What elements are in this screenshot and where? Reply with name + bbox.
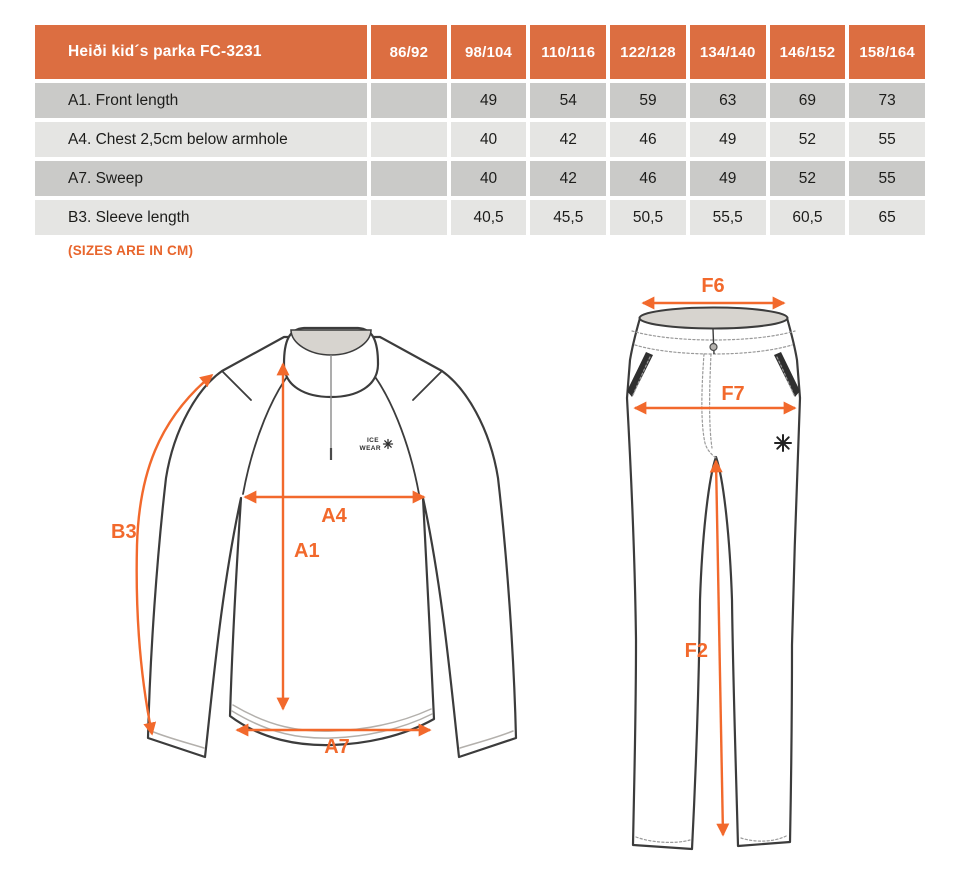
a1-label: A1 [294,540,320,562]
size-header-146-152: 146/152 [770,25,846,79]
table-cell: 52 [770,122,846,157]
table-cell: 63 [690,83,766,118]
row-label: A4. Chest 2,5cm below armhole [35,122,367,157]
svg-text:WEAR: WEAR [359,445,381,452]
table-cell: 55 [849,122,925,157]
table-cell: 40 [451,122,527,157]
f7-label: F7 [721,383,745,405]
table-cell: 73 [849,83,925,118]
sweater-drawing [111,328,516,758]
size-header-110-116: 110/116 [530,25,606,79]
table-cell: 50,5 [610,200,686,235]
size-header-98-104: 98/104 [451,25,527,79]
f6-label: F6 [701,275,725,297]
table-cell: 55 [849,161,925,196]
svg-text:ICE: ICE [366,437,379,444]
size-header-122-128: 122/128 [610,25,686,79]
sweater-outline [148,337,516,757]
table-cell: 69 [770,83,846,118]
b3-label: B3 [111,521,137,543]
f2-label: F2 [684,640,708,662]
table-cell: 40,5 [451,200,527,235]
table-cell: 52 [770,161,846,196]
pants-drawing [627,275,800,849]
table-title: Heiði kid´s parka FC-3231 [35,25,367,79]
pants-outline [627,318,800,849]
row-label: B3. Sleeve length [35,200,367,235]
table-cell: 45,5 [530,200,606,235]
units-note: (SIZES ARE IN CM) [68,243,194,258]
snowflake-icon [775,435,791,451]
table-cell: 59 [610,83,686,118]
waist-opening [640,308,788,329]
table-cell: 54 [530,83,606,118]
table-cell: 46 [610,161,686,196]
table-cell: 42 [530,122,606,157]
table-cell: 49 [690,161,766,196]
table-cell: 65 [849,200,925,235]
table-cell: 49 [690,122,766,157]
table-cell: 42 [530,161,606,196]
size-header-86-92: 86/92 [371,25,447,79]
table-cell: 49 [451,83,527,118]
f2-arrow [716,461,723,835]
row-label: A1. Front length [35,83,367,118]
table-cell: 60,5 [770,200,846,235]
row-label: A7. Sweep [35,161,367,196]
a7-label: A7 [324,736,350,758]
table-cell: 55,5 [690,200,766,235]
size-header-134-140: 134/140 [690,25,766,79]
snowflake-icon [384,440,393,449]
table-cell: 40 [451,161,527,196]
table-cell: 46 [610,122,686,157]
waist-button [710,344,717,351]
size-header-158-164: 158/164 [849,25,925,79]
a4-label: A4 [321,505,347,527]
